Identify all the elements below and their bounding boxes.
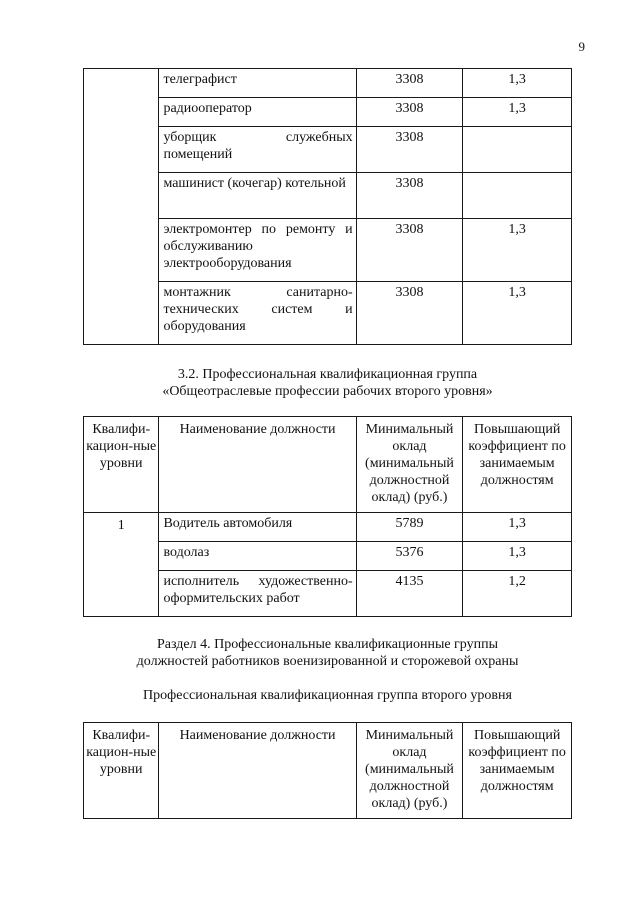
table-header-row: [84, 417, 572, 513]
salary-value: 4135: [356, 571, 463, 617]
position-name: радиооператор: [159, 98, 356, 127]
table-continuation: [83, 68, 572, 345]
header-coefficient: Повышающий коэффициент по занимаемым должностям: [463, 417, 572, 513]
header-coefficient: Повышающий коэффициент по занимаемым должностям: [463, 723, 572, 819]
section-4-line1: Раздел 4. Профессиональные квалификационные группы: [156, 637, 499, 652]
table-row: [84, 69, 572, 98]
table-row: [84, 513, 572, 542]
section-4-heading: [83, 636, 572, 670]
table-group-level-2: [83, 722, 572, 819]
salary-value: 3308: [356, 69, 463, 98]
salary-value: 3308: [356, 127, 463, 173]
coefficient-value: 1,2: [463, 571, 572, 617]
header-salary: Минимальный оклад (минимальный должностной оклад) (руб.): [356, 723, 463, 819]
header-level: Квалифи-кацион-ные уровни: [84, 723, 159, 819]
position-name: уборщик служебных помещений: [159, 127, 356, 173]
section-3-2-heading: [83, 366, 572, 400]
table-header-row: [84, 723, 572, 819]
salary-value: 3308: [356, 282, 463, 345]
salary-value: 3308: [356, 173, 463, 219]
coefficient-value: 1,3: [463, 69, 572, 98]
position-name: монтажник санитарно-технических систем и оборудования: [159, 282, 356, 345]
table-group-3-2: [83, 416, 572, 617]
section-3-2-line1: 3.2. Профессиональная квалификационная группа: [177, 367, 478, 382]
coefficient-value: [463, 127, 572, 173]
header-position-name: Наименование должности: [159, 417, 356, 513]
position-name: исполнитель художественно-оформительских работ: [159, 571, 356, 617]
coefficient-value: 1,3: [463, 282, 572, 345]
header-level: Квалифи-кацион-ные уровни: [84, 417, 159, 513]
section-4-line2: должностей работников военизированной и сторожевой охраны: [136, 654, 519, 669]
coefficient-value: 1,3: [463, 513, 572, 542]
salary-value: 3308: [356, 219, 463, 282]
position-name: телеграфист: [159, 69, 356, 98]
level-cell-empty: [84, 69, 159, 345]
header-salary: Минимальный оклад (минимальный должностной оклад) (руб.): [356, 417, 463, 513]
position-name: электромонтер по ремонту и обслуживанию электрооборудования: [159, 219, 356, 282]
salary-value: 5789: [356, 513, 463, 542]
section-3-2-line2: «Общеотраслевые профессии рабочих второго уровня»: [162, 384, 493, 399]
salary-value: 3308: [356, 98, 463, 127]
position-name: машинист (кочегар) котельной: [159, 173, 356, 219]
salary-value: 5376: [356, 542, 463, 571]
coefficient-value: 1,3: [463, 219, 572, 282]
coefficient-value: 1,3: [463, 542, 572, 571]
position-name: Водитель автомобиля: [159, 513, 356, 542]
page-number: 9: [578, 39, 585, 54]
position-name: водолаз: [159, 542, 356, 571]
coefficient-value: [463, 173, 572, 219]
qualification-level: 1: [84, 513, 159, 617]
group-2-title: Профессиональная квалификационная группа второго уровня: [143, 688, 512, 703]
header-position-name: Наименование должности: [159, 723, 356, 819]
coefficient-value: 1,3: [463, 98, 572, 127]
